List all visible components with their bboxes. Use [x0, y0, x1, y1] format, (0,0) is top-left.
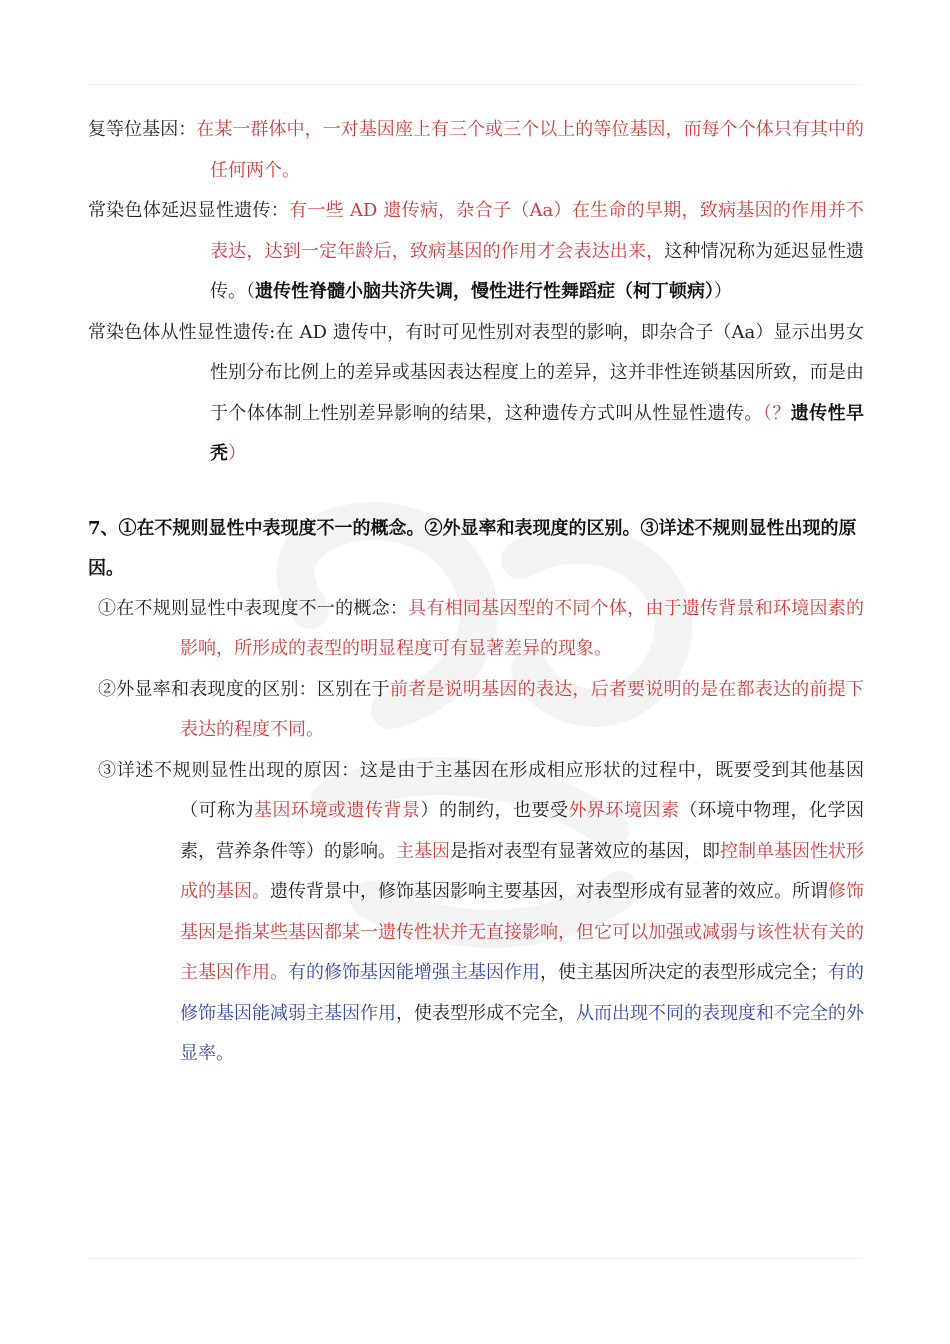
question-7-item-2 — [88, 670, 864, 751]
item-label: ②外显率和表现度的区别： — [98, 678, 317, 700]
text-segment: （环境中物理，化学因素，营养条件等）的影响。 — [180, 800, 864, 862]
text-segment: 遗传背景中，修饰基因影响主要基因，对表型形成有显著的效应。所谓 — [270, 881, 828, 902]
term-definition-tail: 这种情况称为延迟显性遗传。（ — [210, 240, 865, 302]
question-7-item-3 — [88, 751, 864, 1075]
highlight-blue: 有的修饰基因能减弱主基因作用 — [180, 962, 864, 1024]
item-answer: 前者是说明基因的表达，后者要说明的是在都表达的前提下表达的程度不同。 — [180, 678, 865, 740]
highlight-red: 修饰基因是指某些基因都某一遗传性状并无直接影响，但它可以加强或减弱与该性状有关的主基因作用。 — [180, 881, 864, 983]
highlight-red: 外界环境因素 — [568, 800, 680, 821]
bracket-close: ） — [714, 281, 732, 302]
term-definition: 在 AD 遗传中，有时可见性别对表型的影响，即杂合子（Aa）显示出男女性别分布比例上的差异或基因表达程度上的差异，这并非性连锁基因所致，而是由于个体体制上性别差异影响的结果，这种遗传方式叫从性显性遗传。 — [210, 321, 864, 424]
item-answer: 具有相同基因型的不同个体，由于遗传背景和环境因素的影响，所形成的表型的明显程度可有显著差异的现象。 — [180, 597, 865, 659]
bracket-close: ） — [228, 443, 246, 464]
term-label: 复等位基因： — [88, 119, 197, 140]
term-label: 常染色体延迟显性遗传： — [88, 200, 290, 221]
question-7-heading: 7、①在不规则显性中表现度不一的概念。②外显率和表现度的区别。③详述不规则显性出现的原因。 — [88, 517, 857, 579]
text-segment: ，使主基因所决定的表型形成完全； — [540, 962, 828, 983]
document-body — [88, 110, 864, 1075]
highlight-red: 主基因 — [396, 840, 450, 862]
text-segment: ，使表型形成不完全， — [396, 1002, 576, 1024]
item-label: ①在不规则显性中表现度不一的概念： — [98, 597, 409, 619]
entry-multiple-alleles — [88, 110, 864, 191]
text-segment: 这是由于主基因在形成相应形状的过程中，既要受到其他基因（可称为 — [180, 759, 865, 821]
item-plain: 区别在于 — [316, 678, 390, 700]
highlight-red: 基因环境或遗传背景 — [254, 800, 421, 821]
top-divider — [88, 84, 862, 85]
term-label: 常染色体从性显性遗传: — [88, 321, 276, 343]
entry-delayed-dominance — [88, 191, 864, 313]
highlight-blue: 有的修饰基因能增强主基因作用 — [288, 962, 540, 983]
question-7-item-1 — [88, 589, 864, 670]
term-definition: 在某一群体中，一对基因座上有三个或三个以上的等位基因，而每个个体只有其中的任何两个。 — [196, 119, 865, 181]
highlight-red: 控制单基因性状形成的基因。 — [180, 840, 864, 902]
example-diseases: 遗传性脊髓小脑共济失调，慢性进行性舞蹈症（柯丁顿病） — [255, 281, 714, 302]
text-segment: 是指对表型有显著效应的基因，即 — [450, 840, 720, 862]
term-definition: 有一些 AD 遗传病，杂合子（Aa）在生命的早期，致病基因的作用并不表达，达到一定年龄后，致病基因的作用才会表达出来， — [210, 200, 864, 262]
bottom-divider — [88, 1258, 862, 1259]
entry-sex-influenced-dominance — [88, 313, 864, 475]
highlight-blue: 从而出现不同的表现度和不完全的外显率。 — [180, 1002, 864, 1064]
example-disease: 遗传性早秃 — [210, 402, 865, 464]
item-label: ③详述不规则显性出现的原因： — [98, 759, 360, 781]
text-segment: ）的制约，也要受 — [420, 800, 569, 821]
bracket-open: （？ — [762, 402, 791, 424]
